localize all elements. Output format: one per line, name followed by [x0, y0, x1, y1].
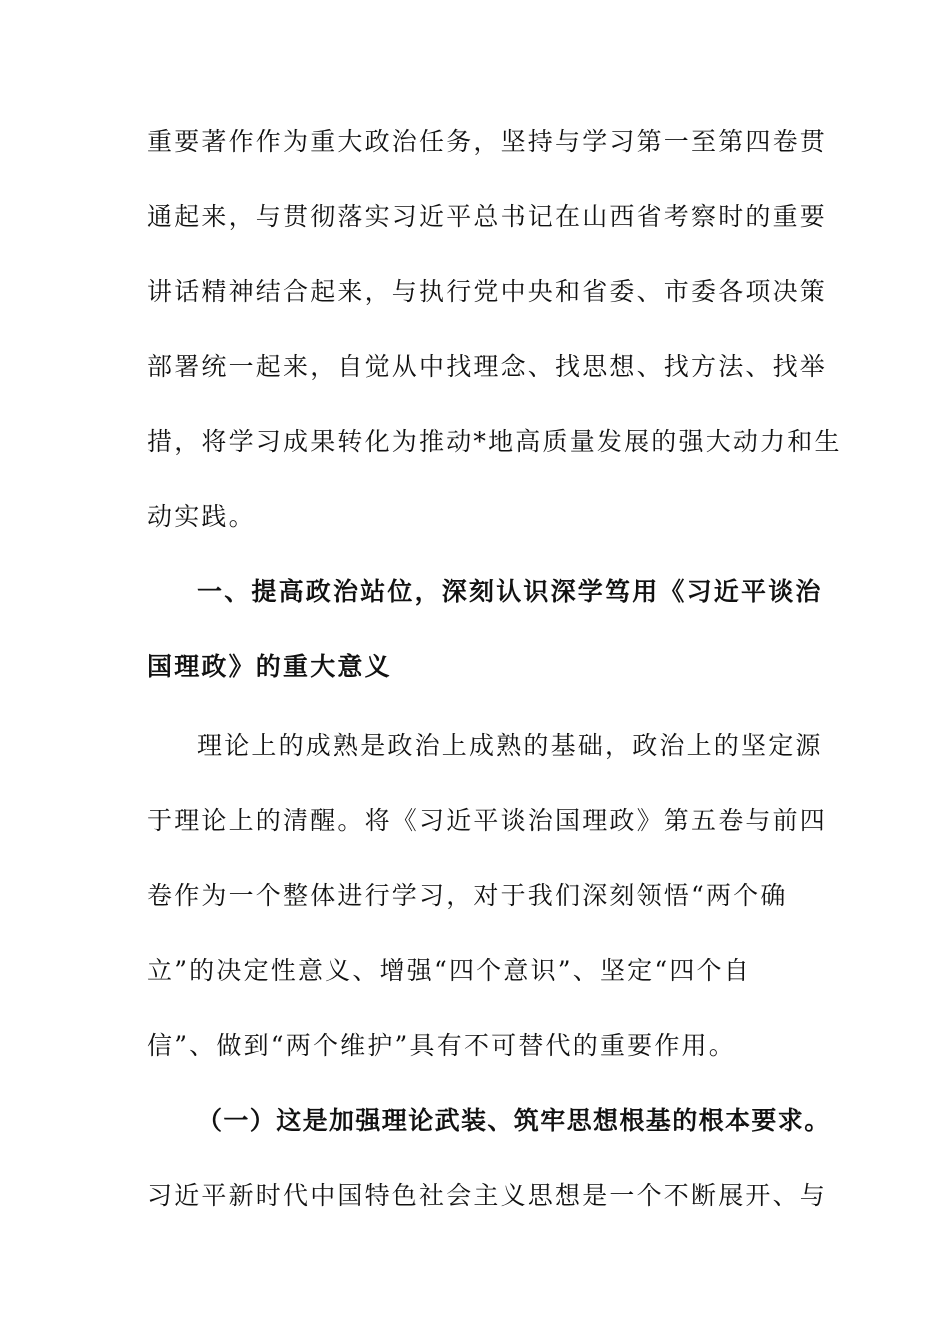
paragraph-intro-line: 通起来，与贯彻落实习近平总书记在山西省考察时的重要 — [147, 202, 828, 231]
section-heading: 国理政》的重大意义 — [147, 652, 392, 681]
paragraph-line: 理论上的成熟是政治上成熟的基础，政治上的坚定源 — [197, 731, 823, 760]
paragraph-intro-line: 动实践。 — [147, 502, 256, 531]
paragraph-line: 立”的决定性意义、增强“四个意识”、坚定“四个自 — [147, 956, 751, 985]
paragraph-intro-line: 部署统一起来，自觉从中找理念、找思想、找方法、找举 — [147, 352, 828, 381]
paragraph-intro-line: 措，将学习成果转化为推动*地高质量发展的强大动力和生 — [147, 427, 842, 456]
subsection-heading: （一）这是加强理论武装、筑牢思想根基的根本要求。 — [197, 1106, 831, 1135]
section-heading: 一、提高政治站位，深刻认识深学笃用《习近平谈治 — [197, 577, 823, 606]
paragraph-line: 信”、做到“两个维护”具有不可替代的重要作用。 — [147, 1031, 736, 1060]
paragraph-line: 习近平新时代中国特色社会主义思想是一个不断展开、与 — [147, 1181, 828, 1210]
paragraph-intro-line: 重要著作作为重大政治任务，坚持与学习第一至第四卷贯 — [147, 127, 828, 156]
paragraph-line: 于理论上的清醒。将《习近平谈治国理政》第五卷与前四 — [147, 806, 828, 835]
paragraph-line: 卷作为一个整体进行学习，对于我们深刻领悟“两个确 — [147, 881, 788, 910]
paragraph-intro-line: 讲话精神结合起来，与执行党中央和省委、市委各项决策 — [147, 277, 828, 306]
